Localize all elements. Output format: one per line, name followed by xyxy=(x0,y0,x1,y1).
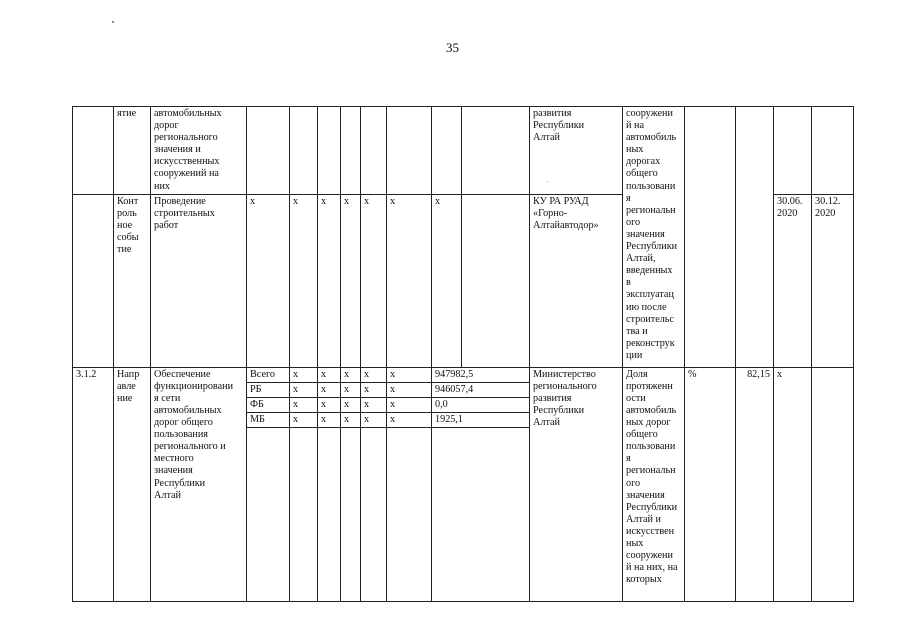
cell-source: х xyxy=(247,194,290,367)
table-row xyxy=(73,107,854,195)
cell-type: Конт роль ное собы тие xyxy=(114,194,151,367)
scan-speck xyxy=(112,21,114,23)
cell-value: х xyxy=(432,194,462,367)
cell-value: х xyxy=(341,194,361,367)
cell-value: х xyxy=(318,412,341,427)
cell-value: х xyxy=(361,412,387,427)
cell-value: х xyxy=(341,397,361,412)
cell-empty xyxy=(318,428,341,602)
cell-unit: % xyxy=(685,367,736,601)
page-number: 35 xyxy=(446,40,459,55)
cell-value: х xyxy=(387,194,432,367)
cell-value: х xyxy=(318,397,341,412)
cell-value: х xyxy=(318,382,341,397)
cell-value: х xyxy=(290,382,318,397)
cell-start-date xyxy=(774,107,812,195)
cell-empty xyxy=(387,428,432,602)
cell-value xyxy=(432,107,462,195)
cell-type: Напр авле ние xyxy=(114,367,151,601)
cell-executor: КУ РА РУАД «Горно- Алтайавтодор» xyxy=(530,194,623,367)
cell-executor: Министерство регионального развития Республики Алтай xyxy=(530,367,623,601)
cell-source: РБ xyxy=(247,382,290,397)
cell-value xyxy=(387,107,432,195)
cell-start-date: 30.06. 2020 xyxy=(774,194,812,367)
cell-empty xyxy=(290,428,318,602)
cell-empty xyxy=(341,428,361,602)
cell-value: х xyxy=(361,397,387,412)
cell-end-date: 30.12. 2020 xyxy=(812,194,854,367)
cell-name: Проведение строительных работ xyxy=(151,194,247,367)
cell-value xyxy=(318,107,341,195)
cell-end-date xyxy=(812,107,854,195)
cell-source xyxy=(247,107,290,195)
cell-amount: 947982,5 xyxy=(432,367,530,382)
cell-source: Всего xyxy=(247,367,290,382)
cell-number xyxy=(73,194,114,367)
cell-indicator: сооружени й на автомобиль ных дорогах общего пользовани я региональн ого значения Республики Алтай, введенных в эксплуатац ию после строительс тва и реконструк ции xyxy=(623,107,685,368)
cell-amount: 946057,4 xyxy=(432,382,530,397)
cell-number: 3.1.2 xyxy=(73,367,114,601)
cell-value: х xyxy=(387,367,432,382)
cell-target xyxy=(736,107,774,368)
cell-value: х xyxy=(341,382,361,397)
cell-name: автомобильных дорог регионального значения и искусственных сооружений на них xyxy=(151,107,247,195)
cell-value: х xyxy=(387,397,432,412)
cell-value: х xyxy=(318,367,341,382)
cell-value: х xyxy=(341,412,361,427)
cell-spacer xyxy=(462,194,530,367)
cell-value xyxy=(361,107,387,195)
cell-target: 82,15 xyxy=(736,367,774,601)
cell-value: х xyxy=(318,194,341,367)
cell-value: х xyxy=(290,397,318,412)
cell-source: МБ xyxy=(247,412,290,427)
cell-amount: 1925,1 xyxy=(432,412,530,427)
cell-value xyxy=(290,107,318,195)
cell-value: х xyxy=(361,194,387,367)
table-row xyxy=(73,367,854,382)
cell-value: х xyxy=(341,367,361,382)
cell-value xyxy=(341,107,361,195)
cell-value: х xyxy=(361,382,387,397)
cell-value: х xyxy=(290,194,318,367)
cell-empty xyxy=(361,428,387,602)
cell-end-date xyxy=(812,367,854,601)
cell-name: Обеспечение функционировани я сети автомобильных дорог общего пользования регионального и местного значения Республики Алтай xyxy=(151,367,247,601)
cell-amount: 0,0 xyxy=(432,397,530,412)
cell-spacer xyxy=(462,107,530,195)
program-table xyxy=(72,106,854,602)
cell-indicator: Доля протяженн ости автомобиль ных дорог общего пользовани я региональн ого значения Республики Алтай и искусствен ных сооружени й на них, на которых xyxy=(623,367,685,601)
cell-value: х xyxy=(290,367,318,382)
cell-value: х xyxy=(387,412,432,427)
cell-type: ятие xyxy=(114,107,151,195)
cell-empty xyxy=(247,428,290,602)
cell-unit xyxy=(685,107,736,368)
cell-number xyxy=(73,107,114,195)
cell-value: х xyxy=(361,367,387,382)
cell-executor: развития Республики Алтай xyxy=(530,107,623,195)
cell-source: ФБ xyxy=(247,397,290,412)
cell-start-date: х xyxy=(774,367,812,601)
cell-empty xyxy=(432,428,530,602)
cell-value: х xyxy=(290,412,318,427)
cell-value: х xyxy=(387,382,432,397)
